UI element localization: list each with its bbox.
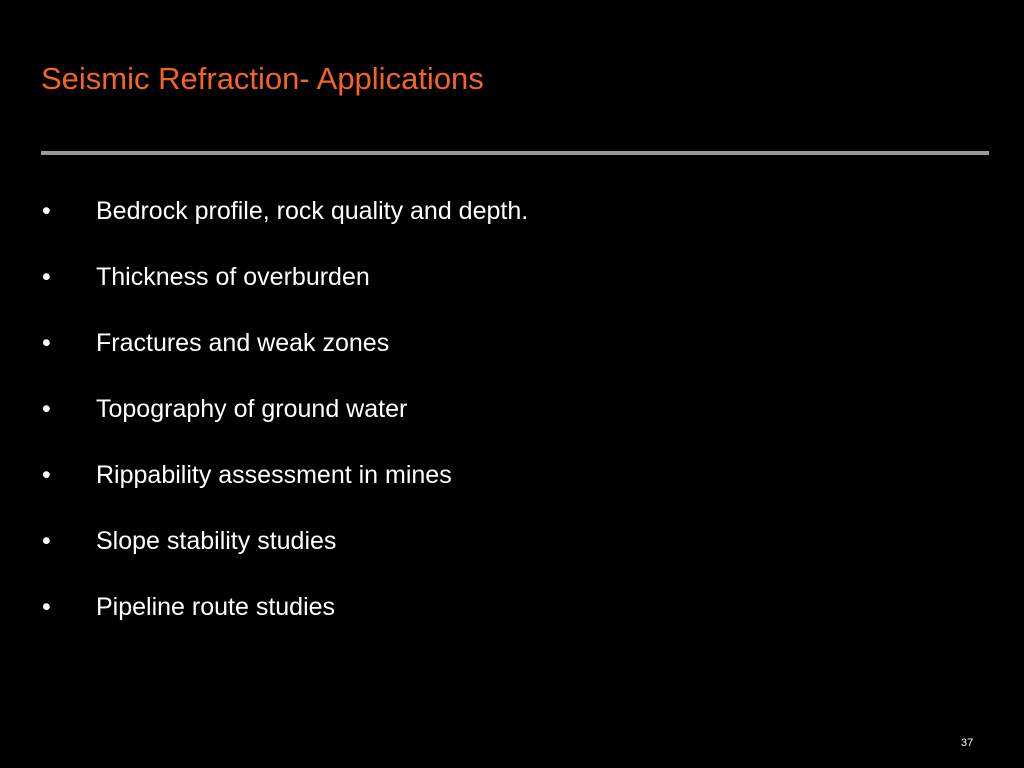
- bullet-item: [0, 389, 960, 455]
- bullet-item: [0, 455, 960, 521]
- bullet-text: Rippability assessment in mines: [96, 461, 452, 489]
- bullet-icon: •: [42, 593, 51, 621]
- page-number: 37: [961, 737, 974, 749]
- bullet-icon: •: [42, 395, 51, 423]
- bullet-list: [0, 191, 960, 653]
- bullet-item: [0, 587, 960, 653]
- bullet-text: Thickness of overburden: [96, 263, 370, 291]
- bullet-icon: •: [42, 527, 51, 555]
- bullet-text: Slope stability studies: [96, 527, 337, 555]
- slide-title: Seismic Refraction- Applications: [41, 61, 484, 96]
- bullet-text: Fractures and weak zones: [96, 329, 390, 357]
- bullet-icon: •: [42, 329, 51, 357]
- bullet-item: [0, 191, 960, 257]
- title-divider: [41, 151, 989, 155]
- bullet-icon: •: [42, 197, 51, 225]
- bullet-icon: •: [42, 461, 51, 489]
- bullet-item: [0, 257, 960, 323]
- bullet-icon: •: [42, 263, 51, 291]
- bullet-text: Bedrock profile, rock quality and depth.: [96, 197, 529, 225]
- bullet-item: [0, 323, 960, 389]
- bullet-text: Topography of ground water: [96, 395, 408, 423]
- bullet-item: [0, 521, 960, 587]
- bullet-text: Pipeline route studies: [96, 593, 336, 621]
